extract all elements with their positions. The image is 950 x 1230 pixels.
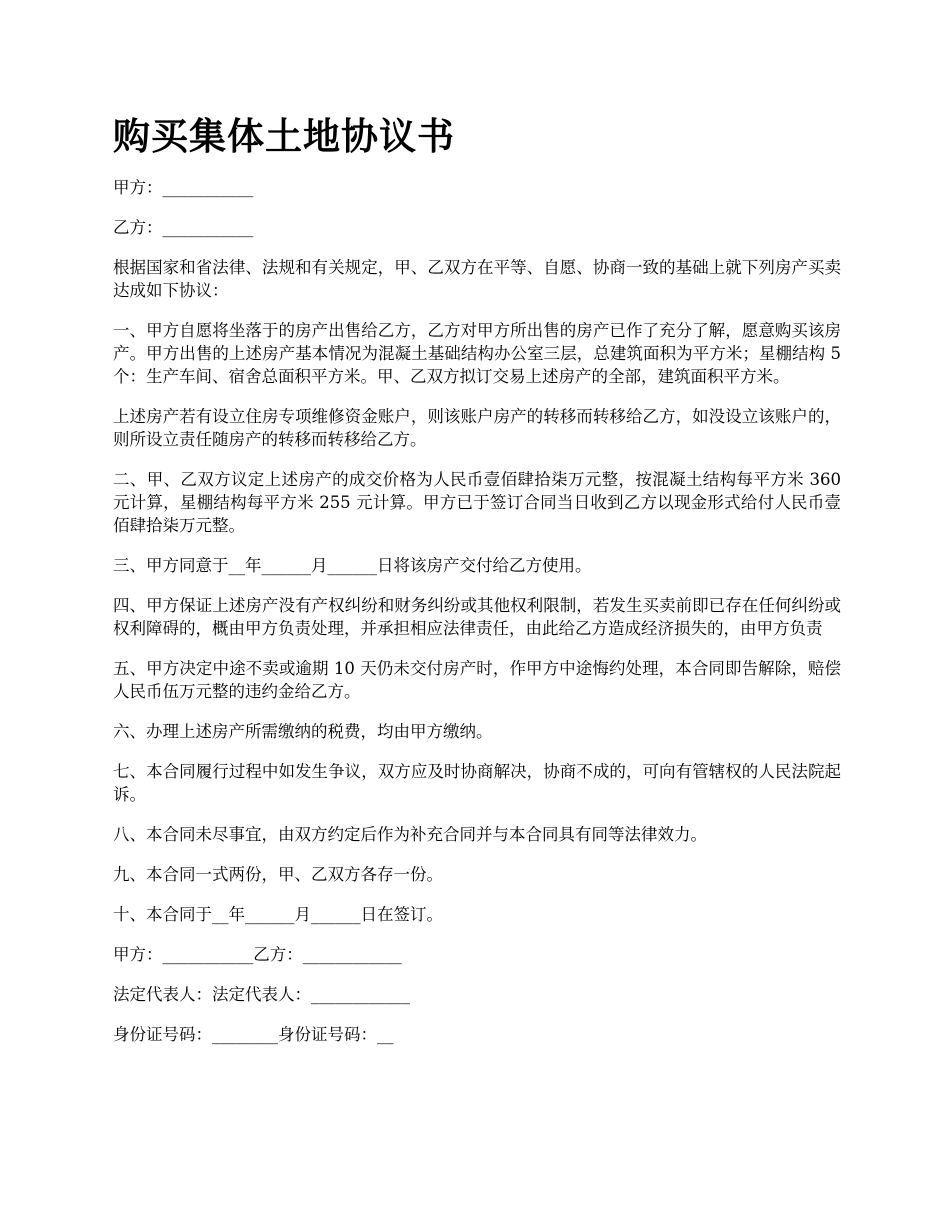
- clause-6-paragraph: 六、办理上述房产所需缴纳的税费，均由甲方缴纳。: [113, 722, 493, 741]
- maintenance-fund-paragraph: 上述房产若有设立住房专项维修资金账户，则该账户房产的转移而转移给乙方，如没设立该账户的，则所设立责任随房产的转移而转移给乙方。: [113, 407, 841, 449]
- clause-3-paragraph: 三、甲方同意于__年______月______日将该房产交付给乙方使用。: [113, 556, 592, 575]
- preamble-paragraph: 根据国家和省法律、法规和有关规定，甲、乙双方在平等、自愿、协商一致的基础上就下列房产买卖达成如下协议：: [113, 258, 841, 300]
- document-title: 购买集体土地协议书: [113, 115, 455, 158]
- id-number-line: 身份证号码：________身份证号码：__: [113, 1025, 394, 1044]
- clause-8-paragraph: 八、本合同未尽事宜，由双方约定后作为补充合同并与本合同具有同等法律效力。: [113, 825, 707, 844]
- party-b-line: 乙方：___________: [113, 218, 254, 237]
- clause-7-paragraph: 七、本合同履行过程中如发生争议，双方应及时协商解决，协商不成的，可向有管辖权的人民法院起诉。: [113, 762, 841, 804]
- clause-9-paragraph: 九、本合同一式两份，甲、乙双方各存一份。: [113, 865, 443, 884]
- clause-5-paragraph: 五、甲方决定中途不卖或逾期 10 天仍未交付房产时，作甲方中途悔约处理，本合同即告解除，赔偿人民币伍万元整的违约金给乙方。: [113, 659, 841, 701]
- document-page: [113, 112, 841, 1063]
- party-a-line: 甲方：___________: [113, 178, 254, 197]
- clause-2-paragraph: 二、甲、乙双方议定上述房产的成交价格为人民币壹佰肆拾柒万元整，按混凝土结构每平方米 360 元计算，星棚结构每平方米 255 元计算。甲方已于签订合同当日收到乙方以现金形式给付人民币壹佰肆拾柒万元整。: [113, 470, 841, 535]
- legal-representative-line: 法定代表人：法定代表人：____________: [113, 985, 410, 1004]
- signature-parties-line: 甲方：___________乙方：____________: [113, 945, 402, 964]
- clause-10-paragraph: 十、本合同于__年______月______日在签订。: [113, 905, 443, 924]
- clause-4-paragraph: 四、甲方保证上述房产没有产权纠纷和财务纠纷或其他权利限制，若发生买卖前即已存在任何纠纷或权利障碍的，概由甲方负责处理，并承担相应法律责任，由此给乙方造成经济损失的，由甲方负责: [113, 596, 841, 638]
- clause-1-paragraph: 一、甲方自愿将坐落于的房产出售给乙方，乙方对甲方所出售的房产已作了充分了解，愿意购买该房产。甲方出售的上述房产基本情况为混凝土基础结构办公室三层，总建筑面积为平方米；星棚结构 5 个：生产车间、宿舍总面积平方米。甲、乙双方拟订交易上述房产的全部，建筑面积平方米。: [113, 321, 841, 386]
